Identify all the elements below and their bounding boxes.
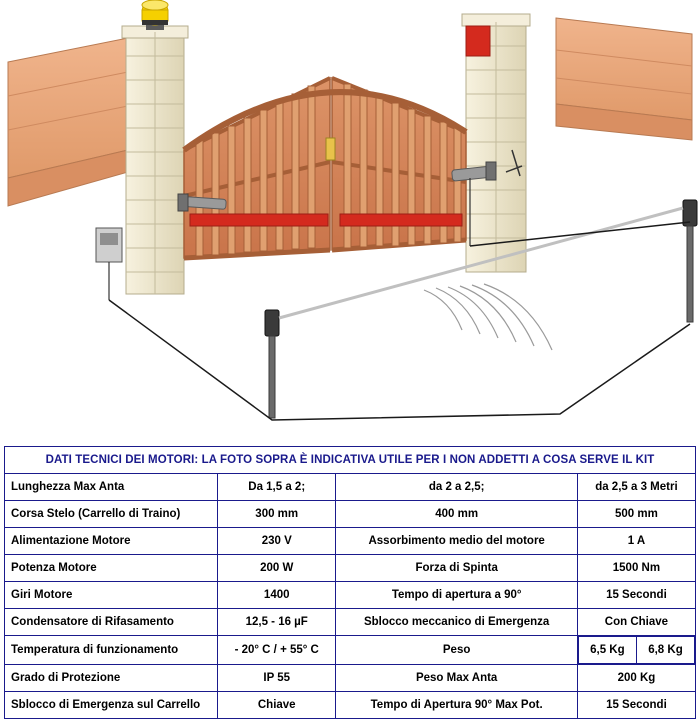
right-pillar bbox=[462, 14, 530, 272]
row-value-4: 200 Kg bbox=[577, 665, 695, 692]
table-row bbox=[5, 665, 696, 692]
row-value-4a: 6,5 Kg bbox=[578, 637, 636, 664]
left-pillar bbox=[122, 26, 188, 294]
pillar-plaque bbox=[466, 26, 490, 56]
table-row bbox=[5, 582, 696, 609]
table-row bbox=[5, 609, 696, 636]
row-value-2: 12,5 - 16 µF bbox=[218, 609, 336, 636]
row-value-2: 300 mm bbox=[218, 501, 336, 528]
row-value-2: 230 V bbox=[218, 528, 336, 555]
gate-lock bbox=[326, 138, 335, 160]
row-value-3: Tempo di apertura a 90° bbox=[336, 582, 577, 609]
row-label: Temperatura di funzionamento bbox=[5, 636, 218, 665]
table-header-title: DATI TECNICI DEI MOTORI: LA FOTO SOPRA È INDICATIVA UTILE PER I NON ADDETTI A COSA SERVE IL KIT bbox=[5, 447, 696, 474]
row-label: Giri Motore bbox=[5, 582, 218, 609]
row-value-3: Peso Max Anta bbox=[336, 665, 577, 692]
table-header-row bbox=[5, 447, 696, 474]
row-value-4: 15 Secondi bbox=[577, 582, 695, 609]
row-value-3: Tempo di Apertura 90° Max Pot. bbox=[336, 692, 577, 719]
table-row bbox=[5, 474, 696, 501]
row-value-3: Forza di Spinta bbox=[336, 555, 577, 582]
row-value-3: da 2 a 2,5; bbox=[336, 474, 577, 501]
gate-right-red-strip bbox=[340, 214, 462, 226]
wall-right bbox=[556, 18, 692, 140]
row-value-2: - 20° C / + 55° C bbox=[218, 636, 336, 665]
row-value-3: Assorbimento medio del motore bbox=[336, 528, 577, 555]
row-value-2: Da 1,5 a 2; bbox=[218, 474, 336, 501]
row-label: Grado di Protezione bbox=[5, 665, 218, 692]
row-label: Condensatore di Rifasamento bbox=[5, 609, 218, 636]
row-value-4: da 2,5 a 3 Metri bbox=[577, 474, 695, 501]
row-value-4: 1 A bbox=[577, 528, 695, 555]
row-value-4: Con Chiave bbox=[577, 609, 695, 636]
table-row bbox=[5, 555, 696, 582]
row-value-3: Sblocco meccanico di Emergenza bbox=[336, 609, 577, 636]
row-value-4-split bbox=[577, 636, 695, 665]
row-value-4: 15 Secondi bbox=[577, 692, 695, 719]
row-value-2: 200 W bbox=[218, 555, 336, 582]
row-value-2: Chiave bbox=[218, 692, 336, 719]
row-value-2: 1400 bbox=[218, 582, 336, 609]
row-value-2: IP 55 bbox=[218, 665, 336, 692]
row-label: Corsa Stelo (Carrello di Traino) bbox=[5, 501, 218, 528]
table-row bbox=[5, 636, 696, 665]
table-row bbox=[5, 692, 696, 719]
technical-data-table bbox=[4, 446, 696, 719]
row-label: Lunghezza Max Anta bbox=[5, 474, 218, 501]
row-value-3: Peso bbox=[336, 636, 577, 665]
row-label: Alimentazione Motore bbox=[5, 528, 218, 555]
table-row bbox=[5, 528, 696, 555]
row-value-4: 1500 Nm bbox=[577, 555, 695, 582]
row-value-4b: 6,8 Kg bbox=[636, 637, 694, 664]
table-row bbox=[5, 501, 696, 528]
row-label: Potenza Motore bbox=[5, 555, 218, 582]
row-label: Sblocco di Emergenza sul Carrello bbox=[5, 692, 218, 719]
gate-left-red-strip bbox=[190, 214, 328, 226]
row-value-4: 500 mm bbox=[577, 501, 695, 528]
row-value-3: 400 mm bbox=[336, 501, 577, 528]
